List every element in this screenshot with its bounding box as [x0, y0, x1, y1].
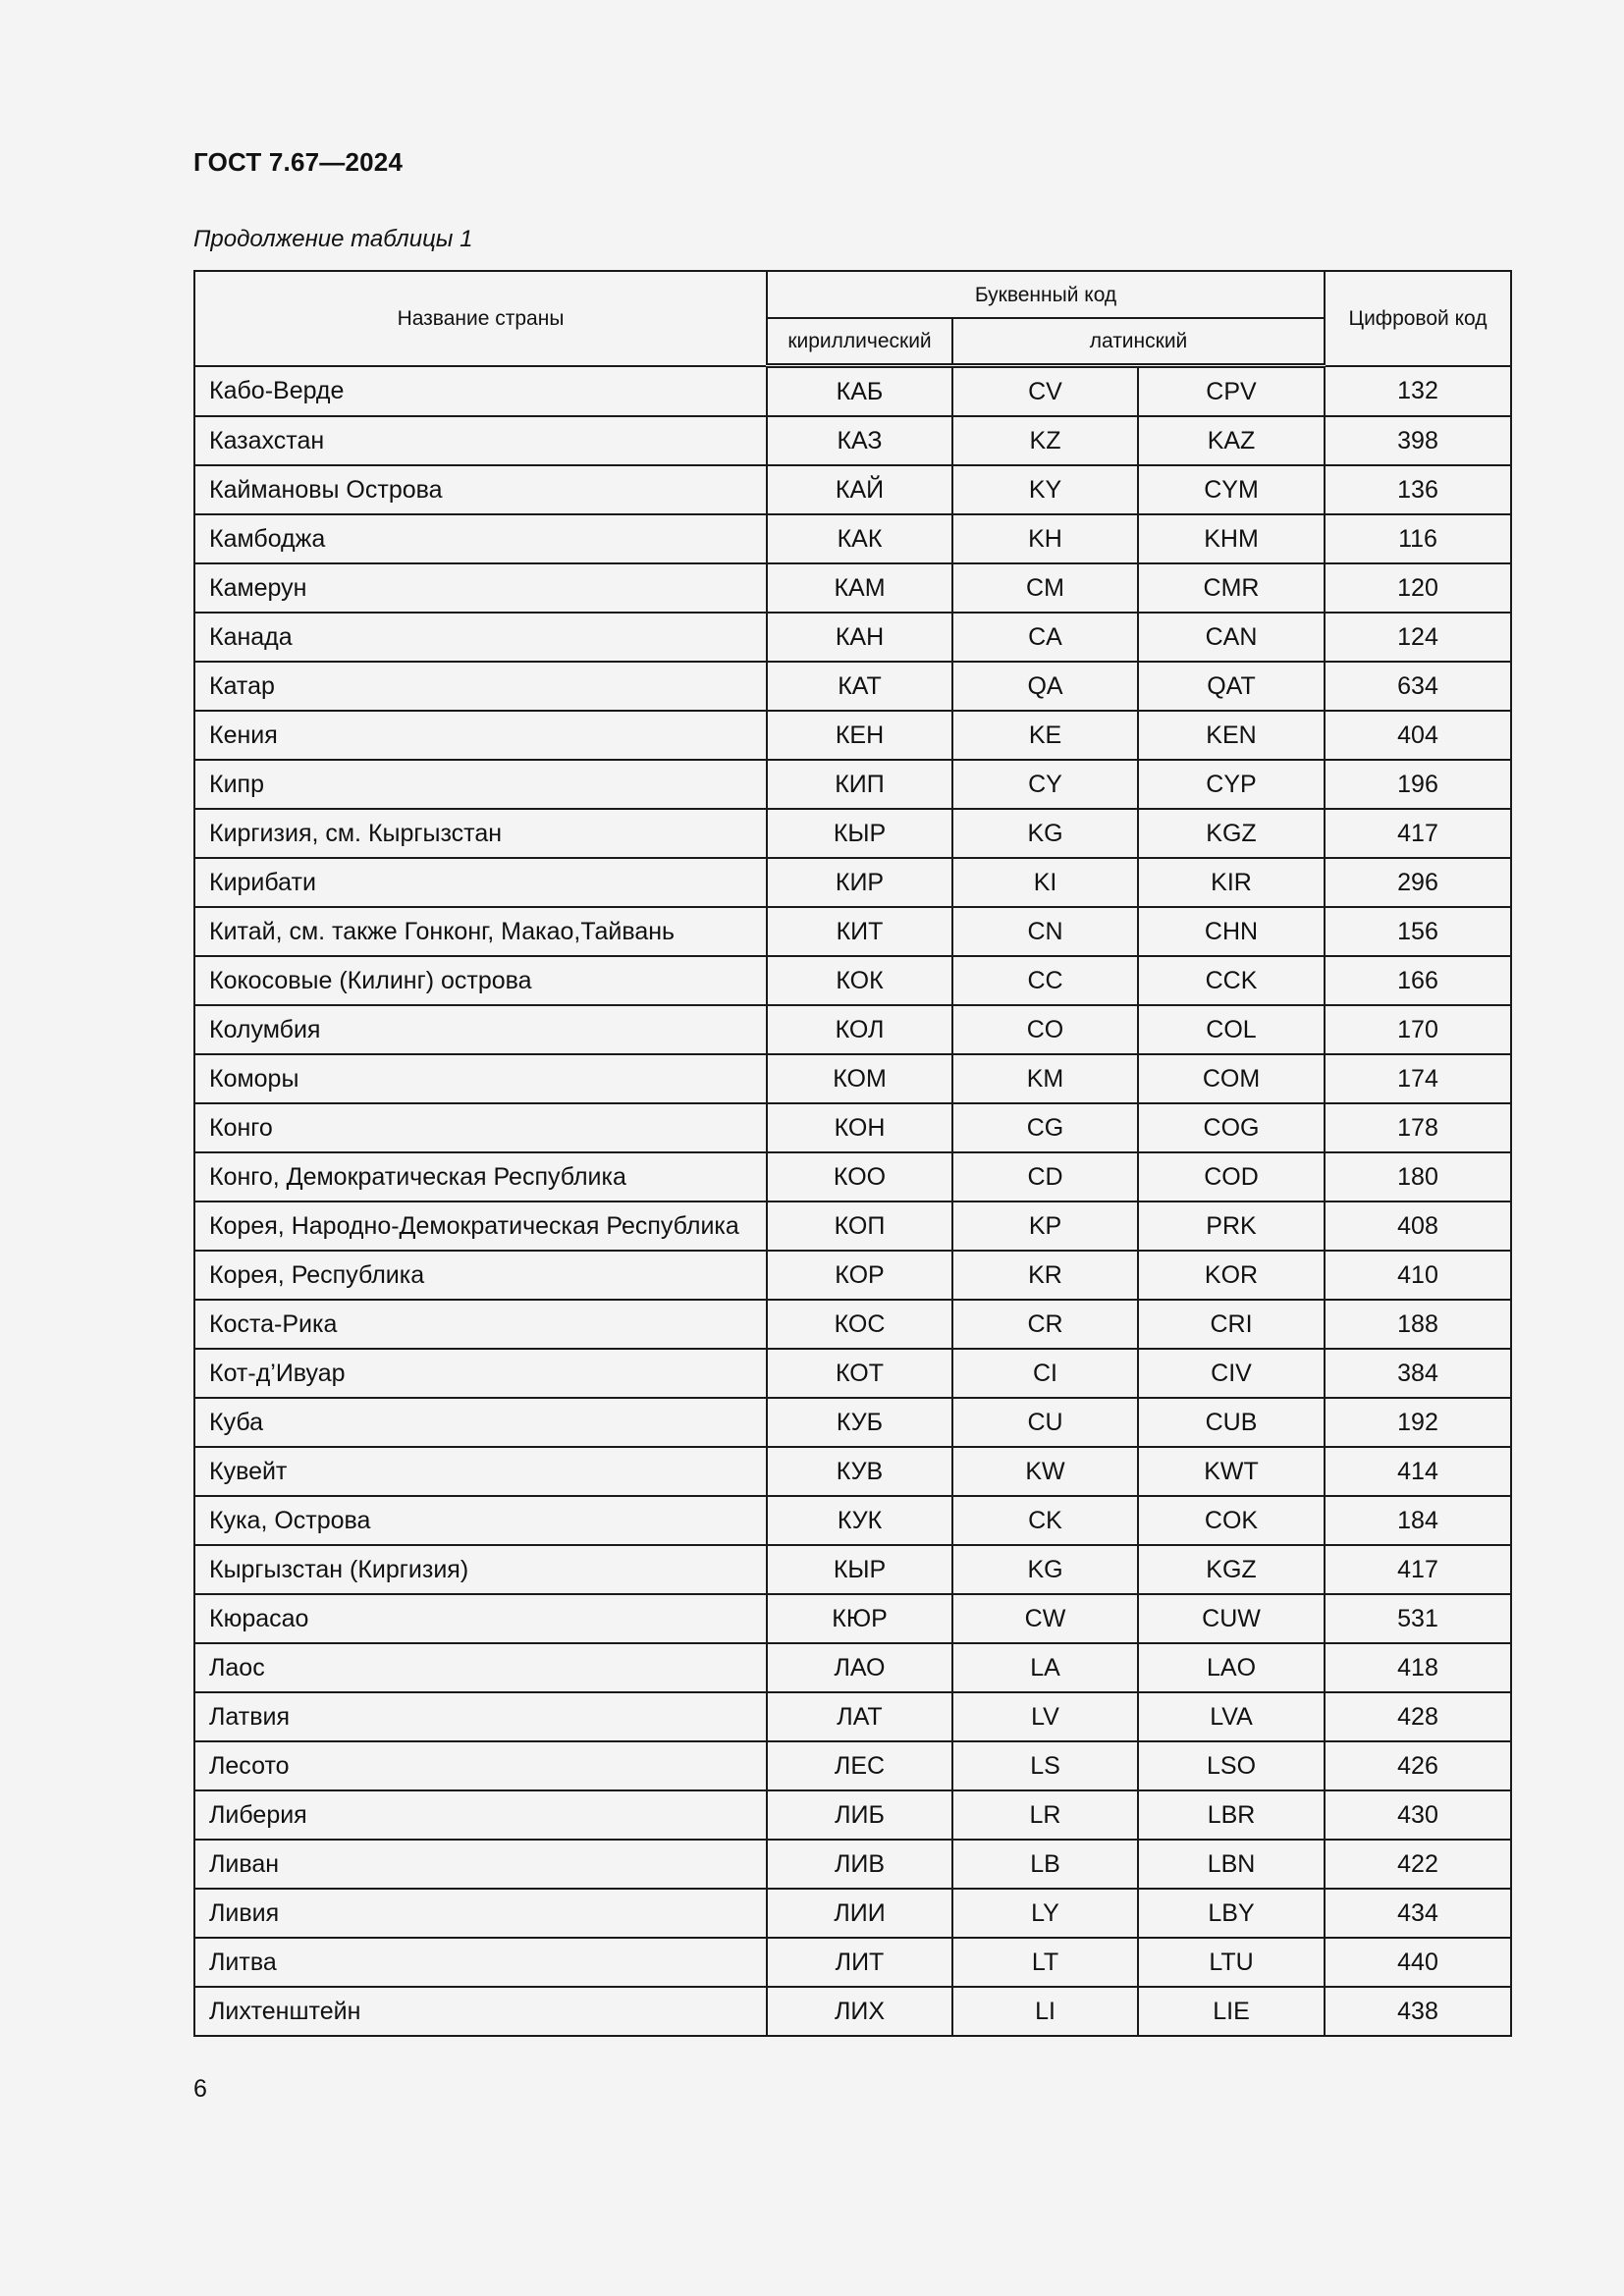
table-row — [194, 858, 1511, 907]
document-header: ГОСТ 7.67—2024 — [193, 147, 404, 177]
cyrillic-code-cell: КОТ — [767, 1349, 952, 1398]
country-codes-table — [193, 270, 1512, 2037]
table-row — [194, 1987, 1511, 2036]
digital-code-cell: 410 — [1325, 1251, 1511, 1300]
cyrillic-code-cell: КОС — [767, 1300, 952, 1349]
latin-alpha2-cell: LB — [952, 1840, 1138, 1889]
latin-alpha2-cell: CD — [952, 1152, 1138, 1201]
table-row — [194, 1840, 1511, 1889]
latin-alpha3-cell: CCK — [1138, 956, 1325, 1005]
latin-alpha3-cell: KIR — [1138, 858, 1325, 907]
country-name-cell: Кюрасао — [194, 1594, 767, 1643]
digital-code-cell: 438 — [1325, 1987, 1511, 2036]
digital-code-cell: 124 — [1325, 613, 1511, 662]
cyrillic-code-cell: ЛЕС — [767, 1741, 952, 1790]
table-row — [194, 1054, 1511, 1103]
table-row — [194, 1692, 1511, 1741]
digital-code-cell: 408 — [1325, 1201, 1511, 1251]
digital-code-cell: 440 — [1325, 1938, 1511, 1987]
table-row — [194, 1496, 1511, 1545]
cyrillic-code-cell: КАТ — [767, 662, 952, 711]
latin-alpha2-cell: CN — [952, 907, 1138, 956]
cyrillic-code-cell: КИТ — [767, 907, 952, 956]
header-letter-code: Буквенный код — [767, 271, 1325, 318]
table-row — [194, 809, 1511, 858]
latin-alpha3-cell: LAO — [1138, 1643, 1325, 1692]
country-name-cell: Кука, Острова — [194, 1496, 767, 1545]
latin-alpha2-cell: LY — [952, 1889, 1138, 1938]
digital-code-cell: 174 — [1325, 1054, 1511, 1103]
digital-code-cell: 426 — [1325, 1741, 1511, 1790]
latin-alpha3-cell: CYP — [1138, 760, 1325, 809]
table-row — [194, 1300, 1511, 1349]
latin-alpha2-cell: LT — [952, 1938, 1138, 1987]
digital-code-cell: 430 — [1325, 1790, 1511, 1840]
country-name-cell: Кокосовые (Килинг) острова — [194, 956, 767, 1005]
latin-alpha3-cell: CYM — [1138, 465, 1325, 514]
latin-alpha3-cell: COM — [1138, 1054, 1325, 1103]
table-caption: Продолжение таблицы 1 — [193, 226, 473, 252]
country-name-cell: Лихтенштейн — [194, 1987, 767, 2036]
cyrillic-code-cell: КОЛ — [767, 1005, 952, 1054]
latin-alpha2-cell: CO — [952, 1005, 1138, 1054]
digital-code-cell: 414 — [1325, 1447, 1511, 1496]
latin-alpha2-cell: KY — [952, 465, 1138, 514]
latin-alpha2-cell: KG — [952, 1545, 1138, 1594]
country-name-cell: Казахстан — [194, 416, 767, 465]
latin-alpha2-cell: CW — [952, 1594, 1138, 1643]
latin-alpha3-cell: KOR — [1138, 1251, 1325, 1300]
latin-alpha2-cell: CY — [952, 760, 1138, 809]
cyrillic-code-cell: КЕН — [767, 711, 952, 760]
latin-alpha2-cell: QA — [952, 662, 1138, 711]
latin-alpha3-cell: KWT — [1138, 1447, 1325, 1496]
latin-alpha2-cell: KG — [952, 809, 1138, 858]
table-row — [194, 1201, 1511, 1251]
latin-alpha2-cell: CC — [952, 956, 1138, 1005]
latin-alpha3-cell: KHM — [1138, 514, 1325, 563]
latin-alpha3-cell: CUB — [1138, 1398, 1325, 1447]
latin-alpha3-cell: KGZ — [1138, 1545, 1325, 1594]
table-row — [194, 1889, 1511, 1938]
latin-alpha2-cell: CV — [952, 366, 1138, 417]
latin-alpha3-cell: PRK — [1138, 1201, 1325, 1251]
latin-alpha3-cell: COK — [1138, 1496, 1325, 1545]
country-name-cell: Камерун — [194, 563, 767, 613]
latin-alpha2-cell: KM — [952, 1054, 1138, 1103]
cyrillic-code-cell: КАН — [767, 613, 952, 662]
cyrillic-code-cell: КЫР — [767, 809, 952, 858]
country-name-cell: Латвия — [194, 1692, 767, 1741]
cyrillic-code-cell: КАМ — [767, 563, 952, 613]
country-name-cell: Канада — [194, 613, 767, 662]
latin-alpha2-cell: KI — [952, 858, 1138, 907]
latin-alpha3-cell: LBY — [1138, 1889, 1325, 1938]
country-name-cell: Киргизия, см. Кыргызстан — [194, 809, 767, 858]
country-name-cell: Китай, см. также Гонконг, Макао,Тайвань — [194, 907, 767, 956]
latin-alpha3-cell: CRI — [1138, 1300, 1325, 1349]
digital-code-cell: 132 — [1325, 366, 1511, 417]
header-country-name: Название страны — [194, 271, 767, 366]
country-name-cell: Кот-д’Ивуар — [194, 1349, 767, 1398]
digital-code-cell: 531 — [1325, 1594, 1511, 1643]
digital-code-cell: 188 — [1325, 1300, 1511, 1349]
latin-alpha2-cell: KH — [952, 514, 1138, 563]
table-row — [194, 563, 1511, 613]
table-row — [194, 465, 1511, 514]
latin-alpha2-cell: CG — [952, 1103, 1138, 1152]
digital-code-cell: 404 — [1325, 711, 1511, 760]
latin-alpha3-cell: LBN — [1138, 1840, 1325, 1889]
latin-alpha3-cell: LTU — [1138, 1938, 1325, 1987]
cyrillic-code-cell: КУБ — [767, 1398, 952, 1447]
latin-alpha2-cell: LV — [952, 1692, 1138, 1741]
latin-alpha2-cell: LA — [952, 1643, 1138, 1692]
latin-alpha3-cell: CAN — [1138, 613, 1325, 662]
cyrillic-code-cell: КЮР — [767, 1594, 952, 1643]
country-name-cell: Колумбия — [194, 1005, 767, 1054]
country-name-cell: Лесото — [194, 1741, 767, 1790]
digital-code-cell: 120 — [1325, 563, 1511, 613]
latin-alpha3-cell: COD — [1138, 1152, 1325, 1201]
latin-alpha3-cell: CMR — [1138, 563, 1325, 613]
table-row — [194, 416, 1511, 465]
digital-code-cell: 116 — [1325, 514, 1511, 563]
latin-alpha2-cell: CM — [952, 563, 1138, 613]
country-name-cell: Лаос — [194, 1643, 767, 1692]
digital-code-cell: 428 — [1325, 1692, 1511, 1741]
cyrillic-code-cell: ЛИВ — [767, 1840, 952, 1889]
country-name-cell: Кения — [194, 711, 767, 760]
country-name-cell: Ливия — [194, 1889, 767, 1938]
cyrillic-code-cell: КИР — [767, 858, 952, 907]
cyrillic-code-cell: КИП — [767, 760, 952, 809]
digital-code-cell: 422 — [1325, 1840, 1511, 1889]
latin-alpha3-cell: LBR — [1138, 1790, 1325, 1840]
cyrillic-code-cell: ЛИБ — [767, 1790, 952, 1840]
digital-code-cell: 156 — [1325, 907, 1511, 956]
digital-code-cell: 417 — [1325, 1545, 1511, 1594]
table-row — [194, 1938, 1511, 1987]
cyrillic-code-cell: КАБ — [767, 366, 952, 417]
cyrillic-code-cell: КОМ — [767, 1054, 952, 1103]
country-name-cell: Коморы — [194, 1054, 767, 1103]
table-row — [194, 711, 1511, 760]
digital-code-cell: 434 — [1325, 1889, 1511, 1938]
latin-alpha3-cell: QAT — [1138, 662, 1325, 711]
country-name-cell: Катар — [194, 662, 767, 711]
country-name-cell: Конго — [194, 1103, 767, 1152]
latin-alpha2-cell: KZ — [952, 416, 1138, 465]
table-row — [194, 956, 1511, 1005]
cyrillic-code-cell: ЛАТ — [767, 1692, 952, 1741]
digital-code-cell: 166 — [1325, 956, 1511, 1005]
page-number: 6 — [193, 2075, 207, 2103]
country-name-cell: Камбоджа — [194, 514, 767, 563]
digital-code-cell: 417 — [1325, 809, 1511, 858]
latin-alpha2-cell: CA — [952, 613, 1138, 662]
country-name-cell: Кыргызстан (Киргизия) — [194, 1545, 767, 1594]
header-cyrillic: кириллический — [767, 318, 952, 366]
digital-code-cell: 196 — [1325, 760, 1511, 809]
latin-alpha3-cell: KEN — [1138, 711, 1325, 760]
cyrillic-code-cell: КАЗ — [767, 416, 952, 465]
country-name-cell: Ливан — [194, 1840, 767, 1889]
latin-alpha2-cell: CK — [952, 1496, 1138, 1545]
latin-alpha3-cell: CUW — [1138, 1594, 1325, 1643]
table-row — [194, 1005, 1511, 1054]
table-row — [194, 366, 1511, 417]
latin-alpha2-cell: LS — [952, 1741, 1138, 1790]
latin-alpha3-cell: COL — [1138, 1005, 1325, 1054]
latin-alpha2-cell: KW — [952, 1447, 1138, 1496]
digital-code-cell: 634 — [1325, 662, 1511, 711]
cyrillic-code-cell: КОП — [767, 1201, 952, 1251]
cyrillic-code-cell: ЛАО — [767, 1643, 952, 1692]
digital-code-cell: 184 — [1325, 1496, 1511, 1545]
cyrillic-code-cell: КУВ — [767, 1447, 952, 1496]
latin-alpha2-cell: KP — [952, 1201, 1138, 1251]
country-name-cell: Коста-Рика — [194, 1300, 767, 1349]
country-name-cell: Конго, Демократическая Республика — [194, 1152, 767, 1201]
latin-alpha3-cell: LSO — [1138, 1741, 1325, 1790]
table-row — [194, 1103, 1511, 1152]
digital-code-cell: 192 — [1325, 1398, 1511, 1447]
cyrillic-code-cell: КУК — [767, 1496, 952, 1545]
latin-alpha3-cell: KGZ — [1138, 809, 1325, 858]
latin-alpha2-cell: LR — [952, 1790, 1138, 1840]
table-row — [194, 613, 1511, 662]
table-row — [194, 1398, 1511, 1447]
latin-alpha2-cell: CI — [952, 1349, 1138, 1398]
table-row — [194, 1251, 1511, 1300]
cyrillic-code-cell: ЛИХ — [767, 1987, 952, 2036]
latin-alpha2-cell: CR — [952, 1300, 1138, 1349]
latin-alpha2-cell: LI — [952, 1987, 1138, 2036]
country-name-cell: Кабо-Верде — [194, 366, 767, 417]
cyrillic-code-cell: КАК — [767, 514, 952, 563]
latin-alpha3-cell: CHN — [1138, 907, 1325, 956]
country-name-cell: Куба — [194, 1398, 767, 1447]
table-row — [194, 760, 1511, 809]
cyrillic-code-cell: КЫР — [767, 1545, 952, 1594]
digital-code-cell: 170 — [1325, 1005, 1511, 1054]
latin-alpha3-cell: CPV — [1138, 366, 1325, 417]
country-name-cell: Либерия — [194, 1790, 767, 1840]
cyrillic-code-cell: КОК — [767, 956, 952, 1005]
cyrillic-code-cell: ЛИИ — [767, 1889, 952, 1938]
digital-code-cell: 180 — [1325, 1152, 1511, 1201]
latin-alpha2-cell: KE — [952, 711, 1138, 760]
table-row — [194, 662, 1511, 711]
table-row — [194, 1643, 1511, 1692]
country-name-cell: Кипр — [194, 760, 767, 809]
table-row — [194, 1790, 1511, 1840]
table-row — [194, 1447, 1511, 1496]
digital-code-cell: 418 — [1325, 1643, 1511, 1692]
header-digital-code: Цифровой код — [1325, 271, 1511, 366]
table-row — [194, 1152, 1511, 1201]
latin-alpha3-cell: LVA — [1138, 1692, 1325, 1741]
latin-alpha2-cell: KR — [952, 1251, 1138, 1300]
table-body — [194, 366, 1511, 2037]
table-row — [194, 1594, 1511, 1643]
country-name-cell: Литва — [194, 1938, 767, 1987]
digital-code-cell: 384 — [1325, 1349, 1511, 1398]
country-name-cell: Корея, Народно-Демократическая Республика — [194, 1201, 767, 1251]
digital-code-cell: 136 — [1325, 465, 1511, 514]
cyrillic-code-cell: ЛИТ — [767, 1938, 952, 1987]
cyrillic-code-cell: КОО — [767, 1152, 952, 1201]
digital-code-cell: 398 — [1325, 416, 1511, 465]
table-row — [194, 514, 1511, 563]
table-row — [194, 1545, 1511, 1594]
header-latin: латинский — [952, 318, 1325, 366]
country-name-cell: Корея, Республика — [194, 1251, 767, 1300]
country-name-cell: Кувейт — [194, 1447, 767, 1496]
digital-code-cell: 296 — [1325, 858, 1511, 907]
latin-alpha2-cell: CU — [952, 1398, 1138, 1447]
latin-alpha3-cell: KAZ — [1138, 416, 1325, 465]
cyrillic-code-cell: КОР — [767, 1251, 952, 1300]
table-row — [194, 907, 1511, 956]
cyrillic-code-cell: КОН — [767, 1103, 952, 1152]
latin-alpha3-cell: COG — [1138, 1103, 1325, 1152]
latin-alpha3-cell: LIE — [1138, 1987, 1325, 2036]
cyrillic-code-cell: КАЙ — [767, 465, 952, 514]
country-name-cell: Кирибати — [194, 858, 767, 907]
table-row — [194, 1741, 1511, 1790]
country-name-cell: Каймановы Острова — [194, 465, 767, 514]
latin-alpha3-cell: CIV — [1138, 1349, 1325, 1398]
digital-code-cell: 178 — [1325, 1103, 1511, 1152]
table-row — [194, 1349, 1511, 1398]
